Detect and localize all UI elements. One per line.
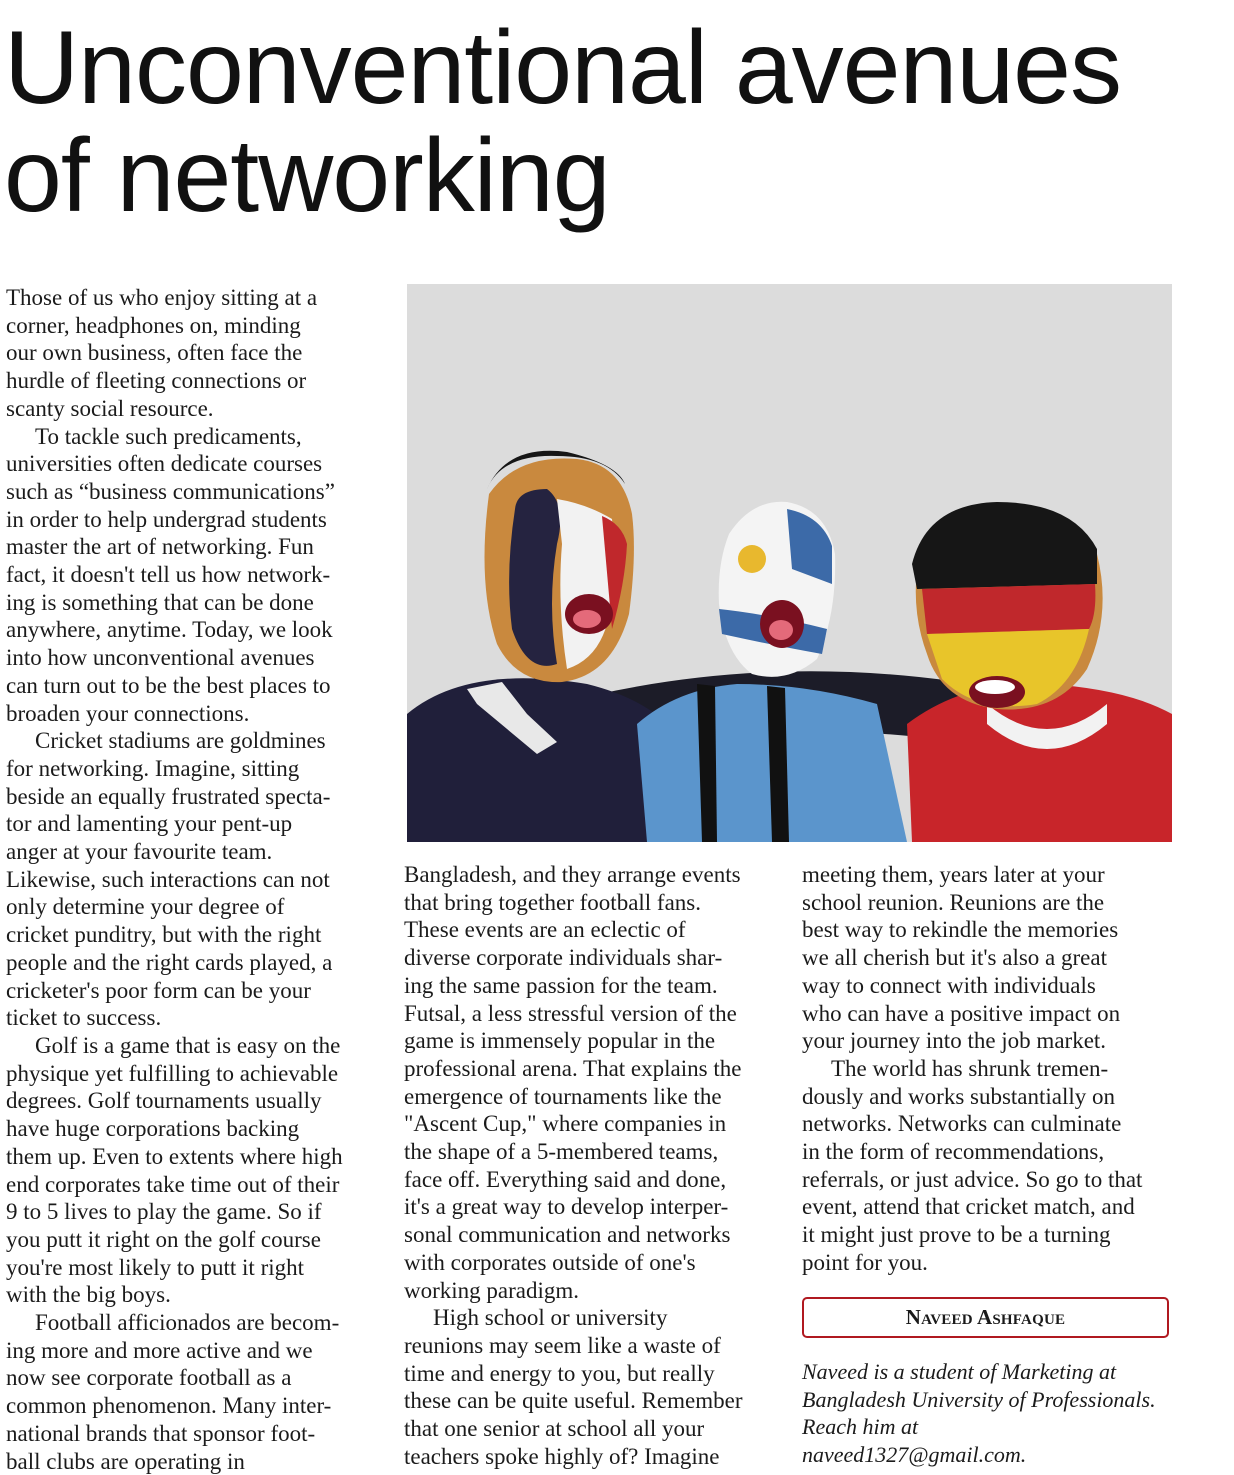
article-line: ball clubs are operating in — [6, 1448, 245, 1474]
article-line: master the art of networking. Fun — [6, 534, 314, 560]
article-line: for networking. Imagine, sitting — [6, 755, 300, 781]
article-line: ing more and more active and we — [6, 1337, 313, 1363]
headline-line: Unconventional avenues — [4, 10, 1122, 126]
article-line: anger at your favourite team. — [6, 839, 273, 865]
article-line: that bring together football fans. — [404, 889, 702, 915]
headline — [4, 10, 1232, 234]
article-line: These events are an eclectic of — [404, 917, 686, 943]
author-bio-line: Naveed is a student of Marketing at — [802, 1359, 1117, 1384]
article-line: game is immensely popular in the — [404, 1028, 716, 1054]
article-line: school reunion. Reunions are the — [802, 889, 1105, 915]
article-line: such as “business communications” — [6, 478, 335, 504]
article-line: now see corporate football as a — [6, 1365, 292, 1391]
article-line: can turn out to be the best places to — [6, 672, 331, 698]
article-line: the shape of a 5-membered teams, — [404, 1139, 719, 1165]
article-line: with the big boys. — [6, 1282, 171, 1308]
article-line: 9 to 5 lives to play the game. So if — [6, 1199, 322, 1225]
article-line: cricketer's poor form can be your — [6, 977, 311, 1003]
article-line: physique yet fulfilling to achievable — [6, 1060, 339, 1086]
article-line: reunions may seem like a waste of — [404, 1332, 721, 1358]
article-line: best way to rekindle the memories — [802, 917, 1119, 943]
article-line: you putt it right on the golf course — [6, 1226, 321, 1252]
article-line: degrees. Golf tournaments usually — [6, 1088, 322, 1114]
article-line: scanty social resource. — [6, 395, 214, 421]
article-line: we all cherish but it's also a great — [802, 945, 1107, 971]
article-line: networks. Networks can culminate — [802, 1111, 1122, 1137]
article-line: professional arena. That explains the — [404, 1055, 742, 1081]
article-line: fact, it doesn't tell us how network- — [6, 562, 331, 588]
author-bio-line: Reach him at — [802, 1414, 919, 1440]
article-line: Futsal, a less stressful version of the — [404, 1000, 737, 1026]
article-line: dously and works substantially on — [802, 1083, 1116, 1109]
article-line: face off. Everything said and done, — [404, 1166, 727, 1192]
article-line: cricket punditry, but with the right — [6, 922, 322, 948]
article-line: Golf is a game that is easy on the — [35, 1032, 341, 1058]
article-line: into how unconventional avenues — [6, 645, 315, 671]
article-line: hurdle of fleeting connections or — [6, 368, 307, 394]
article-line: your journey into the job market. — [802, 1028, 1107, 1054]
article-line: end corporates take time out of their — [6, 1171, 340, 1197]
article-line: Those of us who enjoy sitting at a — [6, 285, 318, 310]
article-line: corner, headphones on, minding — [6, 312, 301, 338]
article-line: Likewise, such interactions can not — [6, 866, 330, 892]
article-line: anywhere, anytime. Today, we look — [6, 617, 333, 643]
article-line: Cricket stadiums are goldmines — [35, 728, 326, 754]
article-column-3 — [802, 861, 1232, 1277]
article-line: tor and lamenting your pent-up — [6, 811, 293, 837]
football-fans-illustration — [407, 284, 1172, 842]
article-line: people and the right cards played, a — [6, 949, 333, 975]
article-line: ticket to success. — [6, 1005, 162, 1031]
article-line: teachers spoke highly of? Imagine — [404, 1443, 720, 1469]
article-line: meeting them, years later at your — [802, 862, 1105, 887]
article-line: them up. Even to extents where high — [6, 1143, 343, 1169]
article-line: national brands that sponsor foot- — [6, 1420, 316, 1446]
article-line: common phenomenon. Many inter- — [6, 1393, 332, 1419]
article-line: High school or university — [433, 1305, 668, 1331]
article-line: only determine your degree of — [6, 894, 285, 920]
article-line: in order to help undergrad students — [6, 506, 327, 532]
article-line: emergence of tournaments like the — [404, 1083, 722, 1109]
article-line: sonal communication and networks — [404, 1222, 731, 1248]
article-line: The world has shrunk tremen- — [831, 1055, 1109, 1081]
headline-line: of networking — [4, 118, 610, 234]
article-line: way to connect with individuals — [802, 972, 1096, 998]
sun-of-may — [738, 545, 766, 573]
article-line: have huge corporations backing — [6, 1116, 300, 1142]
article-line: these can be quite useful. Remember — [404, 1388, 743, 1414]
article-line: beside an equally frustrated specta- — [6, 783, 331, 809]
article-line: diverse corporate individuals shar- — [404, 945, 723, 971]
article-line: our own business, often face the — [6, 340, 303, 366]
article-line: ing the same passion for the team. — [404, 972, 718, 998]
article-line: Football afficionados are becom- — [35, 1310, 340, 1336]
article-line: time and energy to you, but really — [404, 1360, 715, 1386]
article-line: broaden your connections. — [6, 700, 250, 726]
article-line: event, attend that cricket match, and — [802, 1194, 1135, 1220]
article-line: ing is something that can be done — [6, 589, 314, 615]
article-line: who can have a positive impact on — [802, 1000, 1121, 1026]
article-line: working paradigm. — [404, 1277, 580, 1303]
article-line: Bangladesh, and they arrange events — [404, 862, 741, 887]
article-line: referrals, or just advice. So go to that — [802, 1166, 1143, 1192]
author-email: naveed1327@gmail.com. — [802, 1442, 1027, 1468]
article-line: universities often dedicate courses — [6, 451, 323, 477]
article-line: with corporates outside of one's — [404, 1249, 696, 1275]
article-line: in the form of recommendations, — [802, 1139, 1105, 1165]
article-column-1 — [6, 284, 401, 1475]
article-line: "Ascent Cup," where companies in — [404, 1111, 727, 1137]
article-line: you're most likely to putt it right — [6, 1254, 305, 1280]
article-line: that one senior at school all your — [404, 1416, 705, 1442]
article-line: it might just prove to be a turning — [802, 1222, 1111, 1248]
author-byline: Naveed Ashfaque — [802, 1297, 1169, 1338]
article-line: To tackle such predicaments, — [35, 423, 302, 449]
author-bio — [802, 1358, 1232, 1469]
author-bio-line: Bangladesh University of Professionals. — [802, 1386, 1156, 1412]
article-column-2 — [404, 861, 799, 1470]
article-line: point for you. — [802, 1249, 928, 1275]
article-line: it's a great way to develop interper- — [404, 1194, 729, 1220]
